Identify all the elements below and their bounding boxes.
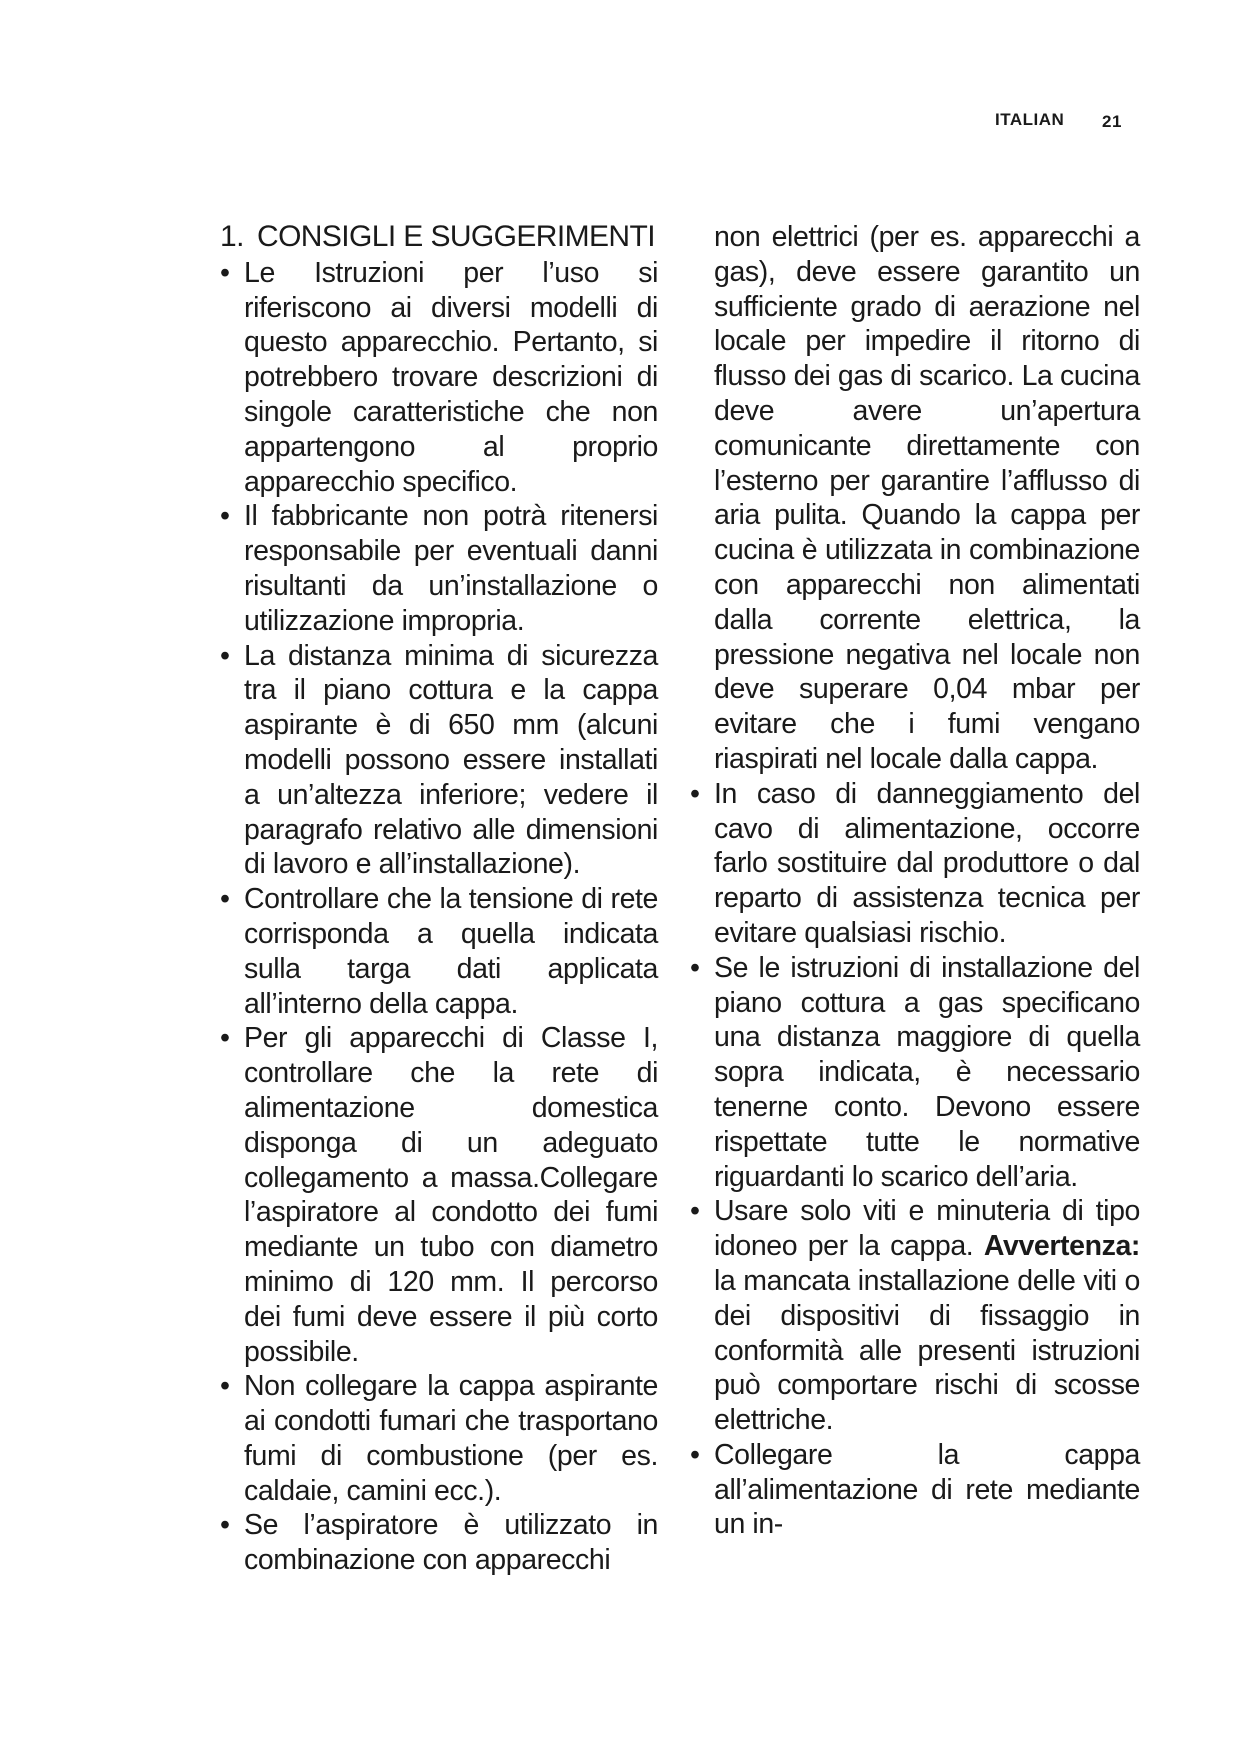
section-number: 1.: [220, 220, 244, 253]
list-item-continuation: non elettrici (per es. apparecchi a gas), deve essere garantito un sufficiente grado di aerazione nel locale per impedire il ritorno di flusso dei gas di scarico. La cucina deve avere un’apertura comunicante direttamente con l’esterno per garantire l’afflusso di aria pulita. Quando la cappa per cucina è utilizzata in combinazione con apparecchi non alimentati dalla corrente elettrica, la pressione negativa nel locale non deve superare 0,04 mbar per evitare che i fumi vengano riaspirati nel locale dalla cappa.: [714, 221, 1141, 775]
bullet-icon: •: [690, 1195, 700, 1228]
warning-label: Avvertenza:: [983, 1230, 1140, 1263]
bullet-icon: •: [220, 1022, 230, 1055]
section-title: [220, 220, 658, 255]
page-number: 21: [1102, 112, 1122, 131]
list-item: [220, 639, 658, 883]
list-item: [690, 1194, 1140, 1438]
page-header: [960, 110, 1130, 134]
list-item-text: Se le istruzioni di installazione del piano cottura a gas specificano una distanza maggiore di quella sopra indicata, è necessario tenerne conto. Devono essere rispettate tutte le normative riguardanti lo scarico dell’aria.: [714, 951, 1140, 1193]
list-item: [220, 882, 658, 1021]
list-item-text: Controllare che la tensione di rete corrisponda a quella indicata sulla targa dati applicata all’interno della cappa.: [244, 883, 658, 1020]
bullet-icon: •: [220, 1370, 230, 1403]
list-item-text: Collegare la cappa all’alimentazione di rete mediante un in-: [714, 1438, 1140, 1541]
list-item: [690, 951, 1140, 1195]
list-item-text: Se l’aspiratore è utilizzato in combinazione con apparecchi: [244, 1509, 658, 1577]
list-item-text: [714, 1194, 1140, 1438]
bullet-icon: •: [220, 639, 230, 672]
bullet-icon: •: [690, 1438, 700, 1471]
screws-instruction-text: Usare solo viti e minuteria di tipo idoneo per la cappa.: [714, 1195, 1140, 1263]
list-item: [690, 1438, 1140, 1542]
bullet-icon: •: [690, 777, 700, 810]
list-item: [220, 1508, 658, 1578]
bullet-icon: •: [220, 256, 230, 289]
list-item: [220, 499, 658, 638]
list-item: [220, 1369, 658, 1508]
list-item: [690, 777, 1140, 951]
section-title-text: CONSIGLI E SUGGERIMENTI: [257, 220, 655, 253]
list-item-text: Non collegare la cappa aspirante ai condotti fumari che trasportano fumi di combustione (per es. caldaie, camini ecc.).: [244, 1370, 658, 1507]
list-item: [220, 256, 658, 500]
list-item-text: Per gli apparecchi di Classe I, controllare che la rete di alimentazione domestica disponga di un adeguato collegamento a massa.Collegare l’aspiratore al condotto dei fumi mediante un tubo con diametro minimo di 120 mm. Il percorso dei fumi deve essere il più corto possibile.: [244, 1022, 658, 1368]
right-column: [690, 220, 1140, 1542]
list-item-text: La distanza minima di sicurezza tra il piano cottura e la cappa aspirante è di 650 mm (alcuni modelli possono essere installati a un’altezza inferiore; vedere il paragrafo relativo alle dimensioni di lavoro e all’installazione).: [244, 639, 658, 881]
bullet-icon: •: [220, 500, 230, 533]
bullet-icon: •: [690, 951, 700, 984]
list-item-text: Le Istruzioni per l’uso si riferiscono ai diversi modelli di questo apparecchio. Pertanto, si potrebbero trovare descrizioni di singole caratteristiche che non appartengono al proprio apparecchio specifico.: [244, 256, 658, 498]
left-column: [220, 220, 658, 1578]
warning-text: la mancata installazione delle viti o dei dispositivi di fissaggio in conformità alle presenti istruzioni può comportare rischi di scosse elettriche.: [714, 1264, 1140, 1437]
list-item-text: In caso di danneggiamento del cavo di alimentazione, occorre farlo sostituire dal produttore o dal reparto di assistenza tecnica per evitare qualsiasi rischio.: [714, 777, 1140, 949]
bullet-icon: •: [220, 883, 230, 916]
bullet-icon: •: [220, 1509, 230, 1542]
list-item: [220, 1021, 658, 1369]
list-item-text: Il fabbricante non potrà ritenersi responsabile per eventuali danni risultanti da un’installazione o utilizzazione impropria.: [244, 500, 658, 637]
language-label: ITALIAN: [995, 110, 1065, 129]
